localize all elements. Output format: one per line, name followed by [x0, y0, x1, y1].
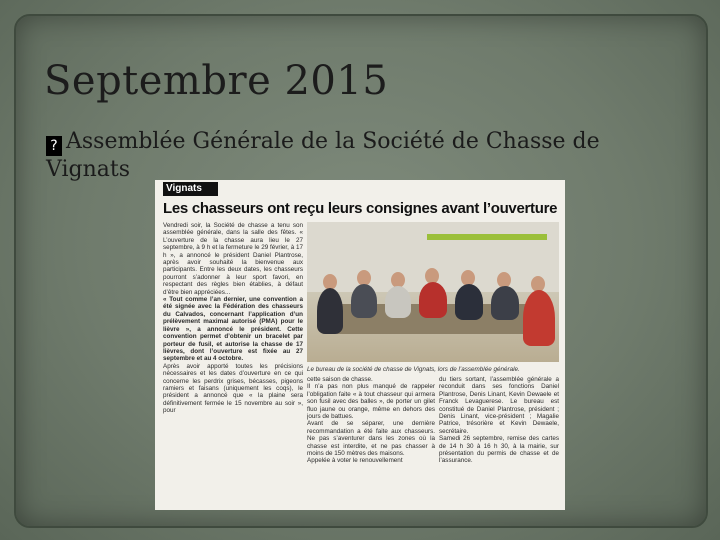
bullet-text: Assemblée Générale de la Société de Chasse de Vignats	[46, 129, 600, 182]
article-column-2	[307, 376, 435, 510]
article-paragraph: Appelée à voter le renouvellement	[307, 457, 403, 465]
clipping-place-tag: Vignats	[163, 182, 218, 196]
meeting-photo	[307, 222, 559, 362]
slide-title: Septembre 2015	[44, 58, 389, 104]
bullet-icon: ?	[46, 136, 62, 156]
article-paragraph: Vendredi soir, la Société de chasse a tenu son assemblée générale, dans la salle des fêtes. « L’ouverture de la chasse aura lieu le 27 septembre, à 9 h et la fermeture le 29 février, à 17 h », a annoncé le président Daniel Plantrose, après avoir souhaité la bienvenue aux participants. Entre les deux dates, les chasseurs pourront s’adonner à leur sport favori, en respectant des règles bien établies, à défaut d’être bien appréciées...	[163, 222, 303, 296]
bullet-item	[46, 128, 666, 184]
article-column-1	[163, 222, 303, 510]
article-paragraph: cette saison de chasse.	[307, 376, 373, 383]
article-paragraph: « Tout comme l’an dernier, une convention a été signée avec la Fédération des chasseurs du Calvados, concernant l’application d’un prélèvement maximal autorisé (PMA) pour le lièvre », a annoncé le président. Cette convention permet d’obtenir un bracelet par porteur de fusil, et autorise la chasse de 17 lièvres, dont l’ouverture est fixée au 27 septembre et au 4 octobre.	[163, 296, 303, 363]
photo-person	[491, 286, 519, 320]
photo-person	[455, 284, 483, 320]
photo-caption: Le bureau de la société de chasse de Vignats, lors de l’assemblée générale.	[307, 366, 520, 373]
article-paragraph: Après avoir apporté toutes les précisions nécessaires et les dates d’ouverture en ce qui concerne les perdrix grises, bécasses, pigeons ramiers et faisans (uniquement les coqs), le président a annoncé que « la plaine sera définitivement fermée le 15 novembre au soir », pour	[163, 362, 303, 415]
photo-person	[523, 290, 555, 346]
article-paragraph: du tiers sortant, l’assemblée générale a reconduit dans ses fonctions Daniel Plantrose, Denis Linant, Kevin Dewaele et Franck Levaguerese. Le bureau est constitué de Daniel Plantrose, président ; Denis Linant, vice-président ; Magalie Patrice, trésorière et Kevin Dewaele, secrétaire.	[439, 376, 559, 435]
photo-banner	[427, 234, 547, 240]
photo-person	[317, 288, 343, 334]
photo-person	[351, 284, 377, 318]
clipping-headline: Les chasseurs ont reçu leurs consignes avant l’ouverture	[163, 200, 558, 217]
article-column-3	[439, 376, 559, 510]
article-paragraph: Avant de se séparer, une dernière recommandation a été faite aux chasseurs. Ne pas s’aventurer dans les zones où la chasse est interdite, et ne pas chasser à moins de 150 mètres des maisons.	[307, 420, 435, 458]
article-paragraph: Il n’a pas non plus manqué de rappeler l’obligation faite « à tout chasseur qui armera son fusil avec des balles », de porter un gilet fluo jaune ou orange, même en dehors des jours de battues.	[307, 383, 435, 421]
photo-person	[419, 282, 447, 318]
newspaper-clipping	[155, 180, 565, 510]
article-paragraph: Samedi 26 septembre, remise des cartes de 14 h 30 à 16 h 30, à la mairie, sur présentation du permis de chasse et de l’assurance.	[439, 435, 559, 465]
photo-person	[385, 286, 411, 318]
